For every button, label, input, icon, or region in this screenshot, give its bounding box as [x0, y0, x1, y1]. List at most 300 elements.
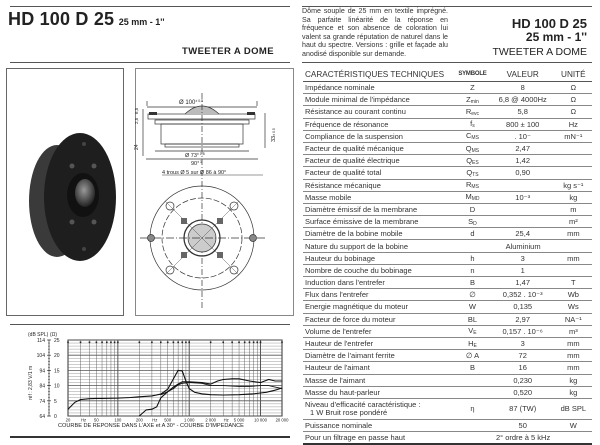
top-marker [222, 342, 224, 344]
spec-unit: mm [555, 350, 592, 362]
spec-name-text: Diamètre émissif de la membrane [305, 204, 418, 214]
spec-symbol-sub: min [470, 98, 479, 105]
top-marker [160, 342, 162, 344]
spec-row [303, 118, 592, 130]
ylabel-spl: (dB SPL) [28, 332, 49, 338]
data-point [189, 382, 190, 383]
spec-value: 87 (TW) [491, 398, 555, 419]
spec-value: 0,352 . 10⁻³ [491, 289, 555, 301]
spec-unit: mm [555, 252, 592, 264]
dome-icon [75, 179, 95, 207]
x-tick: Hz [152, 417, 158, 423]
spec-row [303, 179, 592, 191]
spec-unit: m³ [555, 325, 592, 337]
spec-symbol-sub: D [473, 220, 477, 227]
spec-unit: Hz [555, 118, 592, 130]
spec-symbol-sub: ES [472, 159, 479, 166]
data-point [223, 379, 224, 380]
y-tick-spl: 74 [39, 398, 45, 405]
x-tick: 2 000 [205, 417, 216, 423]
spec-symbol-text: D [469, 204, 476, 214]
top-marker [256, 342, 258, 344]
spec-name-text: Puissance nominale [305, 420, 373, 430]
x-tick: 100 [114, 417, 122, 423]
spec-name-text: Induction dans l'entrefer [305, 278, 385, 288]
spec-name [303, 240, 454, 252]
chart-top-rule [10, 324, 290, 325]
spec-symbol-text: Q [466, 167, 473, 177]
x-tick: Hz [80, 417, 87, 423]
col-header-symbol: SYMBOLE [454, 67, 491, 82]
y-tick-imp: 0 [54, 414, 57, 420]
top-marker [80, 342, 82, 344]
spec-value: 0,90 [491, 167, 555, 179]
x-tick: 50 [94, 417, 99, 423]
chart-xlabel: COURBE DE REPONSE DANS L'AXE et A 30° - COURBE D'IMPEDANCE [58, 423, 244, 429]
data-point [178, 370, 179, 371]
spec-name [303, 264, 454, 276]
data-point [275, 390, 276, 391]
data-point [210, 384, 211, 385]
spec-value: 2° ordre à 5 kHz [454, 432, 592, 445]
data-point [239, 378, 240, 379]
spec-name-text: Flux dans l'entrefer [305, 290, 369, 300]
spec-symbol-text: S [468, 216, 474, 226]
spec-name-text: Volume de l'entrefer [305, 326, 372, 336]
dim-bottom: $90^{\pm 1}$ [191, 160, 202, 167]
data-point [210, 394, 211, 395]
top-marker [260, 342, 262, 344]
spec-name-text: Facteur de qualité électrique [305, 156, 400, 166]
top-marker [249, 342, 251, 344]
data-point [282, 388, 283, 389]
top-marker [231, 342, 233, 344]
data-point [146, 410, 147, 411]
y-tick-imp: 25 [54, 338, 60, 344]
data-point [173, 388, 174, 389]
data-point [223, 385, 224, 386]
spec-name [303, 386, 454, 398]
data-point [80, 399, 81, 400]
top-rule-left [10, 6, 290, 7]
spec-symbol [454, 362, 491, 374]
y-tick-spl: 114 [37, 338, 45, 344]
spec-value: 2,97 [491, 313, 555, 325]
spec-unit [555, 142, 592, 154]
spec-symbol [454, 82, 491, 94]
spec-unit: T [555, 277, 592, 289]
spec-name-text: Nature du support de la bobine [305, 241, 408, 251]
spec-value: 3 [491, 337, 555, 349]
spec-row [303, 386, 592, 398]
product-description: Dôme souple de 25 mm en textile imprégné. Sa parfaite linéarité de la réponse en fréquence et son absence de coloration lui valent sa grande réputation de naturel dans le haut du spectre. Versions : grille et façade alu anodisé disponible sur demande. [302, 7, 448, 58]
spec-symbol [454, 350, 491, 362]
spec-unit: mm [555, 362, 592, 374]
spec-symbol-text: C [466, 131, 472, 141]
data-point [173, 379, 174, 380]
spec-symbol [454, 419, 491, 431]
data-point [282, 381, 283, 382]
spec-value [491, 179, 555, 191]
tweeter-photo [7, 69, 123, 315]
top-marker [117, 342, 119, 344]
top-marker [173, 342, 175, 344]
right-product-type: TWEETER A DOME [492, 46, 587, 58]
dim-left-3: 6,5 [134, 107, 139, 114]
spec-symbol-sub: evc [471, 110, 480, 117]
spec-name [303, 130, 454, 142]
plot-area [68, 340, 282, 416]
y-tick-spl: 84 [39, 383, 45, 390]
top-marker [139, 342, 141, 344]
product-type: TWEETER A DOME [182, 46, 274, 57]
spec-row [303, 362, 592, 374]
spec-name-text: Fréquence de résonance [305, 119, 389, 129]
response-chart [10, 328, 292, 430]
spec-name-text: Masse de l'aimant [305, 375, 366, 385]
data-point [260, 385, 261, 386]
spec-name-text: Compliance de la suspension [305, 131, 403, 141]
data-point [249, 386, 250, 387]
spec-name-text: Niveau d'efficacité caractéristique : [305, 399, 421, 409]
spec-value: 1,47 [491, 277, 555, 289]
spec-symbol [454, 142, 491, 154]
spec-row [303, 191, 592, 203]
spec-unit [555, 264, 592, 276]
spec-name-text: Module minimal de l'impédance [305, 95, 410, 105]
spec-symbol-text: W [468, 302, 477, 312]
spec-unit: mm [555, 228, 592, 240]
spec-row [303, 94, 592, 106]
spec-name-text-2: 1 W Bruit rose pondéré [310, 407, 388, 417]
spec-unit: kg [555, 374, 592, 386]
spec-unit: mN⁻¹ [555, 130, 592, 142]
spec-symbol-text: B [469, 278, 475, 288]
spec-symbol [454, 191, 491, 203]
spec-unit [555, 155, 592, 167]
top-marker [244, 342, 246, 344]
spec-unit [555, 167, 592, 179]
spec-unit: Ω [555, 94, 592, 106]
spec-symbol [454, 94, 491, 106]
x-tick: 5 000 [233, 417, 245, 423]
spec-name-text: Surface émissive de la membrane [305, 217, 419, 227]
spec-unit: kg s⁻¹ [555, 179, 592, 191]
dim-inner: Ø $73^{\pm 1,5}$ [185, 152, 205, 159]
spec-row [303, 252, 592, 264]
spec-symbol-text: R [465, 106, 472, 116]
spec-value: . 10⁻ [491, 130, 555, 142]
data-point [160, 394, 161, 395]
spec-symbol-text: d [470, 229, 475, 239]
top-marker [110, 342, 112, 344]
data-point [232, 378, 233, 379]
data-point [217, 381, 218, 382]
top-marker [238, 342, 240, 344]
data-point [130, 397, 131, 398]
spec-unit: NA⁻¹ [555, 313, 592, 325]
spec-name-text: Hauteur du bobinage [305, 253, 376, 263]
spec-value [491, 203, 555, 215]
spec-symbol [454, 179, 491, 191]
spec-name-text: Diamètre de la bobine mobile [305, 229, 403, 239]
spec-value: 2,47 [491, 142, 555, 154]
spec-symbol-text: H [468, 338, 474, 348]
col-header-unit: UNITÉ [555, 67, 592, 82]
spec-value: 800 ± 100 [491, 118, 555, 130]
top-marker [96, 342, 98, 344]
spec-value: 6,8 @ 4000Hz [491, 94, 555, 106]
spec-name [303, 252, 454, 264]
spec-table-header [303, 67, 592, 82]
spec-value: 1,42 [491, 155, 555, 167]
spec-row [303, 142, 592, 154]
photo-frame [6, 68, 124, 316]
spec-value: 50 [491, 419, 555, 431]
top-marker [188, 342, 190, 344]
spec-name-text: Résistance mécanique [305, 180, 381, 190]
y-tick-imp: 5 [54, 398, 57, 405]
spec-symbol-text: n [470, 265, 475, 275]
data-point [239, 394, 240, 395]
data-point [253, 393, 254, 394]
dim-height: 33± 0.5 [271, 128, 277, 142]
spec-symbol [454, 325, 491, 337]
top-marker [114, 342, 116, 344]
spec-symbol-text: Z [470, 83, 475, 93]
spec-name-text: Facteur de force du moteur [305, 314, 396, 324]
spec-value: 0,520 [491, 386, 555, 398]
top-marker [106, 342, 108, 344]
spec-name [303, 155, 454, 167]
spec-symbol-sub: MS [471, 135, 479, 142]
spec-row [303, 374, 592, 386]
spec-name [303, 106, 454, 118]
spec-symbol-text: Z [466, 94, 471, 104]
spec-name-text: Masse du haut-parleur [305, 387, 381, 397]
holes-note: 4 trous Ø 5 sur Ø 86 à 90° [162, 170, 227, 176]
data-point [266, 392, 267, 393]
top-marker [185, 342, 187, 344]
spec-symbol [454, 216, 491, 228]
spec-symbol [454, 118, 491, 130]
spec-name [303, 374, 454, 386]
spec-row [303, 419, 592, 431]
data-point [167, 391, 168, 392]
x-tick: 20 [65, 417, 71, 423]
spec-symbol [454, 106, 491, 118]
spec-name [303, 362, 454, 374]
spec-unit: m² [555, 216, 592, 228]
spec-symbol [454, 203, 491, 215]
x-tick: 500 [164, 417, 172, 423]
spec-value: 10⁻³ [491, 191, 555, 203]
model-name: HD 100 D 25 [8, 9, 115, 29]
spec-value: 5,8 [491, 106, 555, 118]
data-point [275, 387, 276, 388]
x-tick: 20 000 [275, 417, 289, 423]
front-view [140, 186, 265, 290]
spec-unit: dB SPL [555, 398, 592, 419]
data-point [156, 407, 157, 408]
spec-name [303, 167, 454, 179]
spec-row [303, 264, 592, 276]
spec-name [303, 350, 454, 362]
spec-value: 25,4 [491, 228, 555, 240]
spec-name [303, 432, 454, 445]
top-marker [177, 342, 179, 344]
spec-symbol [454, 301, 491, 313]
spec-unit: Ω [555, 106, 592, 118]
top-marker [67, 342, 69, 344]
spec-value: 0,135 [491, 301, 555, 313]
spec-name [303, 313, 454, 325]
spec-row [303, 216, 592, 228]
spec-row [303, 240, 592, 252]
spec-row [303, 325, 592, 337]
y-tick-imp: 20 [54, 353, 60, 360]
data-point [182, 383, 183, 384]
data-point [201, 383, 202, 384]
model-size: 25 mm - 1'' [118, 17, 165, 27]
spec-row [303, 432, 592, 445]
spec-unit: kg [555, 386, 592, 398]
y-tick-imp: 10 [54, 383, 60, 390]
x-tick: Hz [223, 417, 229, 423]
spec-name-text: Masse mobile [305, 192, 352, 202]
col-header-value: VALEUR [491, 67, 555, 82]
y-tick-spl: 104 [36, 353, 45, 360]
spec-symbol-text: B [469, 363, 475, 373]
spec-row [303, 350, 592, 362]
spec-row [303, 203, 592, 215]
spec-unit: Ws [555, 301, 592, 313]
header-rule-left [10, 62, 290, 63]
data-point [102, 398, 103, 399]
spec-unit: m [555, 203, 592, 215]
spec-name [303, 203, 454, 215]
spec-name [303, 419, 454, 431]
left-title [8, 9, 165, 30]
spec-unit: W [555, 419, 592, 431]
data-point [152, 396, 153, 397]
spec-symbol-text: M [465, 192, 472, 202]
data-point [201, 393, 202, 394]
spec-name-text: Diamètre de l'aimant ferrite [305, 351, 395, 361]
data-point [139, 416, 140, 417]
spec-symbol [454, 264, 491, 276]
spec-name-text: Résistance au courant continu [305, 107, 406, 117]
spec-row [303, 398, 592, 419]
spec-name-text: Pour un filtrage en passe haut [305, 433, 406, 443]
data-point [189, 388, 190, 389]
ylabel-ref: réf : 2,83 V/1 m [28, 365, 34, 400]
spec-row [303, 228, 592, 240]
top-marker [101, 342, 103, 344]
data-point [268, 379, 269, 380]
spec-row [303, 130, 592, 142]
spec-value: Aluminium [454, 240, 592, 252]
data-point [160, 397, 161, 398]
spec-symbol [454, 374, 491, 386]
spec-name [303, 301, 454, 313]
spec-unit: mm [555, 337, 592, 349]
top-marker [89, 342, 91, 344]
spec-symbol [454, 289, 491, 301]
spec-symbol [454, 398, 491, 419]
spec-symbol [454, 167, 491, 179]
data-point [68, 409, 69, 410]
spec-row [303, 289, 592, 301]
x-tick: 200 [135, 417, 143, 423]
right-model-name: HD 100 D 25 [511, 16, 587, 31]
spec-symbol-sub: TS [472, 171, 479, 178]
data-point [152, 409, 153, 410]
spec-name [303, 398, 454, 419]
spec-value: 0,157 . 10⁻⁶ [491, 325, 555, 337]
spec-value: 0,230 [491, 374, 555, 386]
top-marker [281, 342, 283, 344]
spec-symbol-text: ∅ A [465, 351, 480, 361]
chart-bottom-rule [10, 436, 290, 438]
spec-row [303, 82, 592, 94]
data-point [223, 395, 224, 396]
spec-value: 72 [491, 350, 555, 362]
spec-name [303, 216, 454, 228]
dim-left-1: 24 [134, 144, 140, 150]
data-point [96, 398, 97, 399]
chart-grid [67, 340, 283, 416]
spec-name [303, 191, 454, 203]
spec-row [303, 106, 592, 118]
spec-name-text: Facteur de qualité total [305, 168, 382, 178]
spec-value: 3 [491, 252, 555, 264]
spec-symbol [454, 252, 491, 264]
spec-symbol-text: η [470, 403, 475, 413]
spec-name [303, 179, 454, 191]
data-point [75, 402, 76, 403]
spec-symbol-sub: MD [471, 196, 480, 203]
data-point [201, 382, 202, 383]
spec-symbol-text: BL [467, 314, 478, 324]
data-point [239, 386, 240, 387]
spec-name [303, 277, 454, 289]
dim-left-2: 2,5 [134, 117, 139, 124]
spec-name [303, 228, 454, 240]
spec-symbol-text: V [468, 326, 474, 336]
spec-symbol-text: h [470, 253, 475, 263]
col-header-name: CARACTÉRISTIQUES TECHNIQUES [303, 67, 454, 82]
x-tick: 1 000 [183, 417, 195, 423]
spec-symbol [454, 130, 491, 142]
header-rule-right [302, 62, 592, 63]
spec-row [303, 337, 592, 349]
dim-diameter: Ø $100^{\pm 0.5}$ [179, 99, 204, 106]
spec-symbol [454, 313, 491, 325]
spec-value: 16 [491, 362, 555, 374]
spec-name-text: Impédance nominale [305, 83, 375, 93]
technical-drawing [135, 68, 293, 316]
spec-symbol-sub: MS [471, 147, 480, 154]
y-tick-spl: 94 [39, 368, 45, 375]
spec-name [303, 94, 454, 106]
spec-row [303, 301, 592, 313]
data-point [260, 382, 261, 383]
spec-name [303, 337, 454, 349]
data-point [182, 371, 183, 372]
spec-name [303, 142, 454, 154]
spec-symbol-text: f [470, 119, 473, 129]
